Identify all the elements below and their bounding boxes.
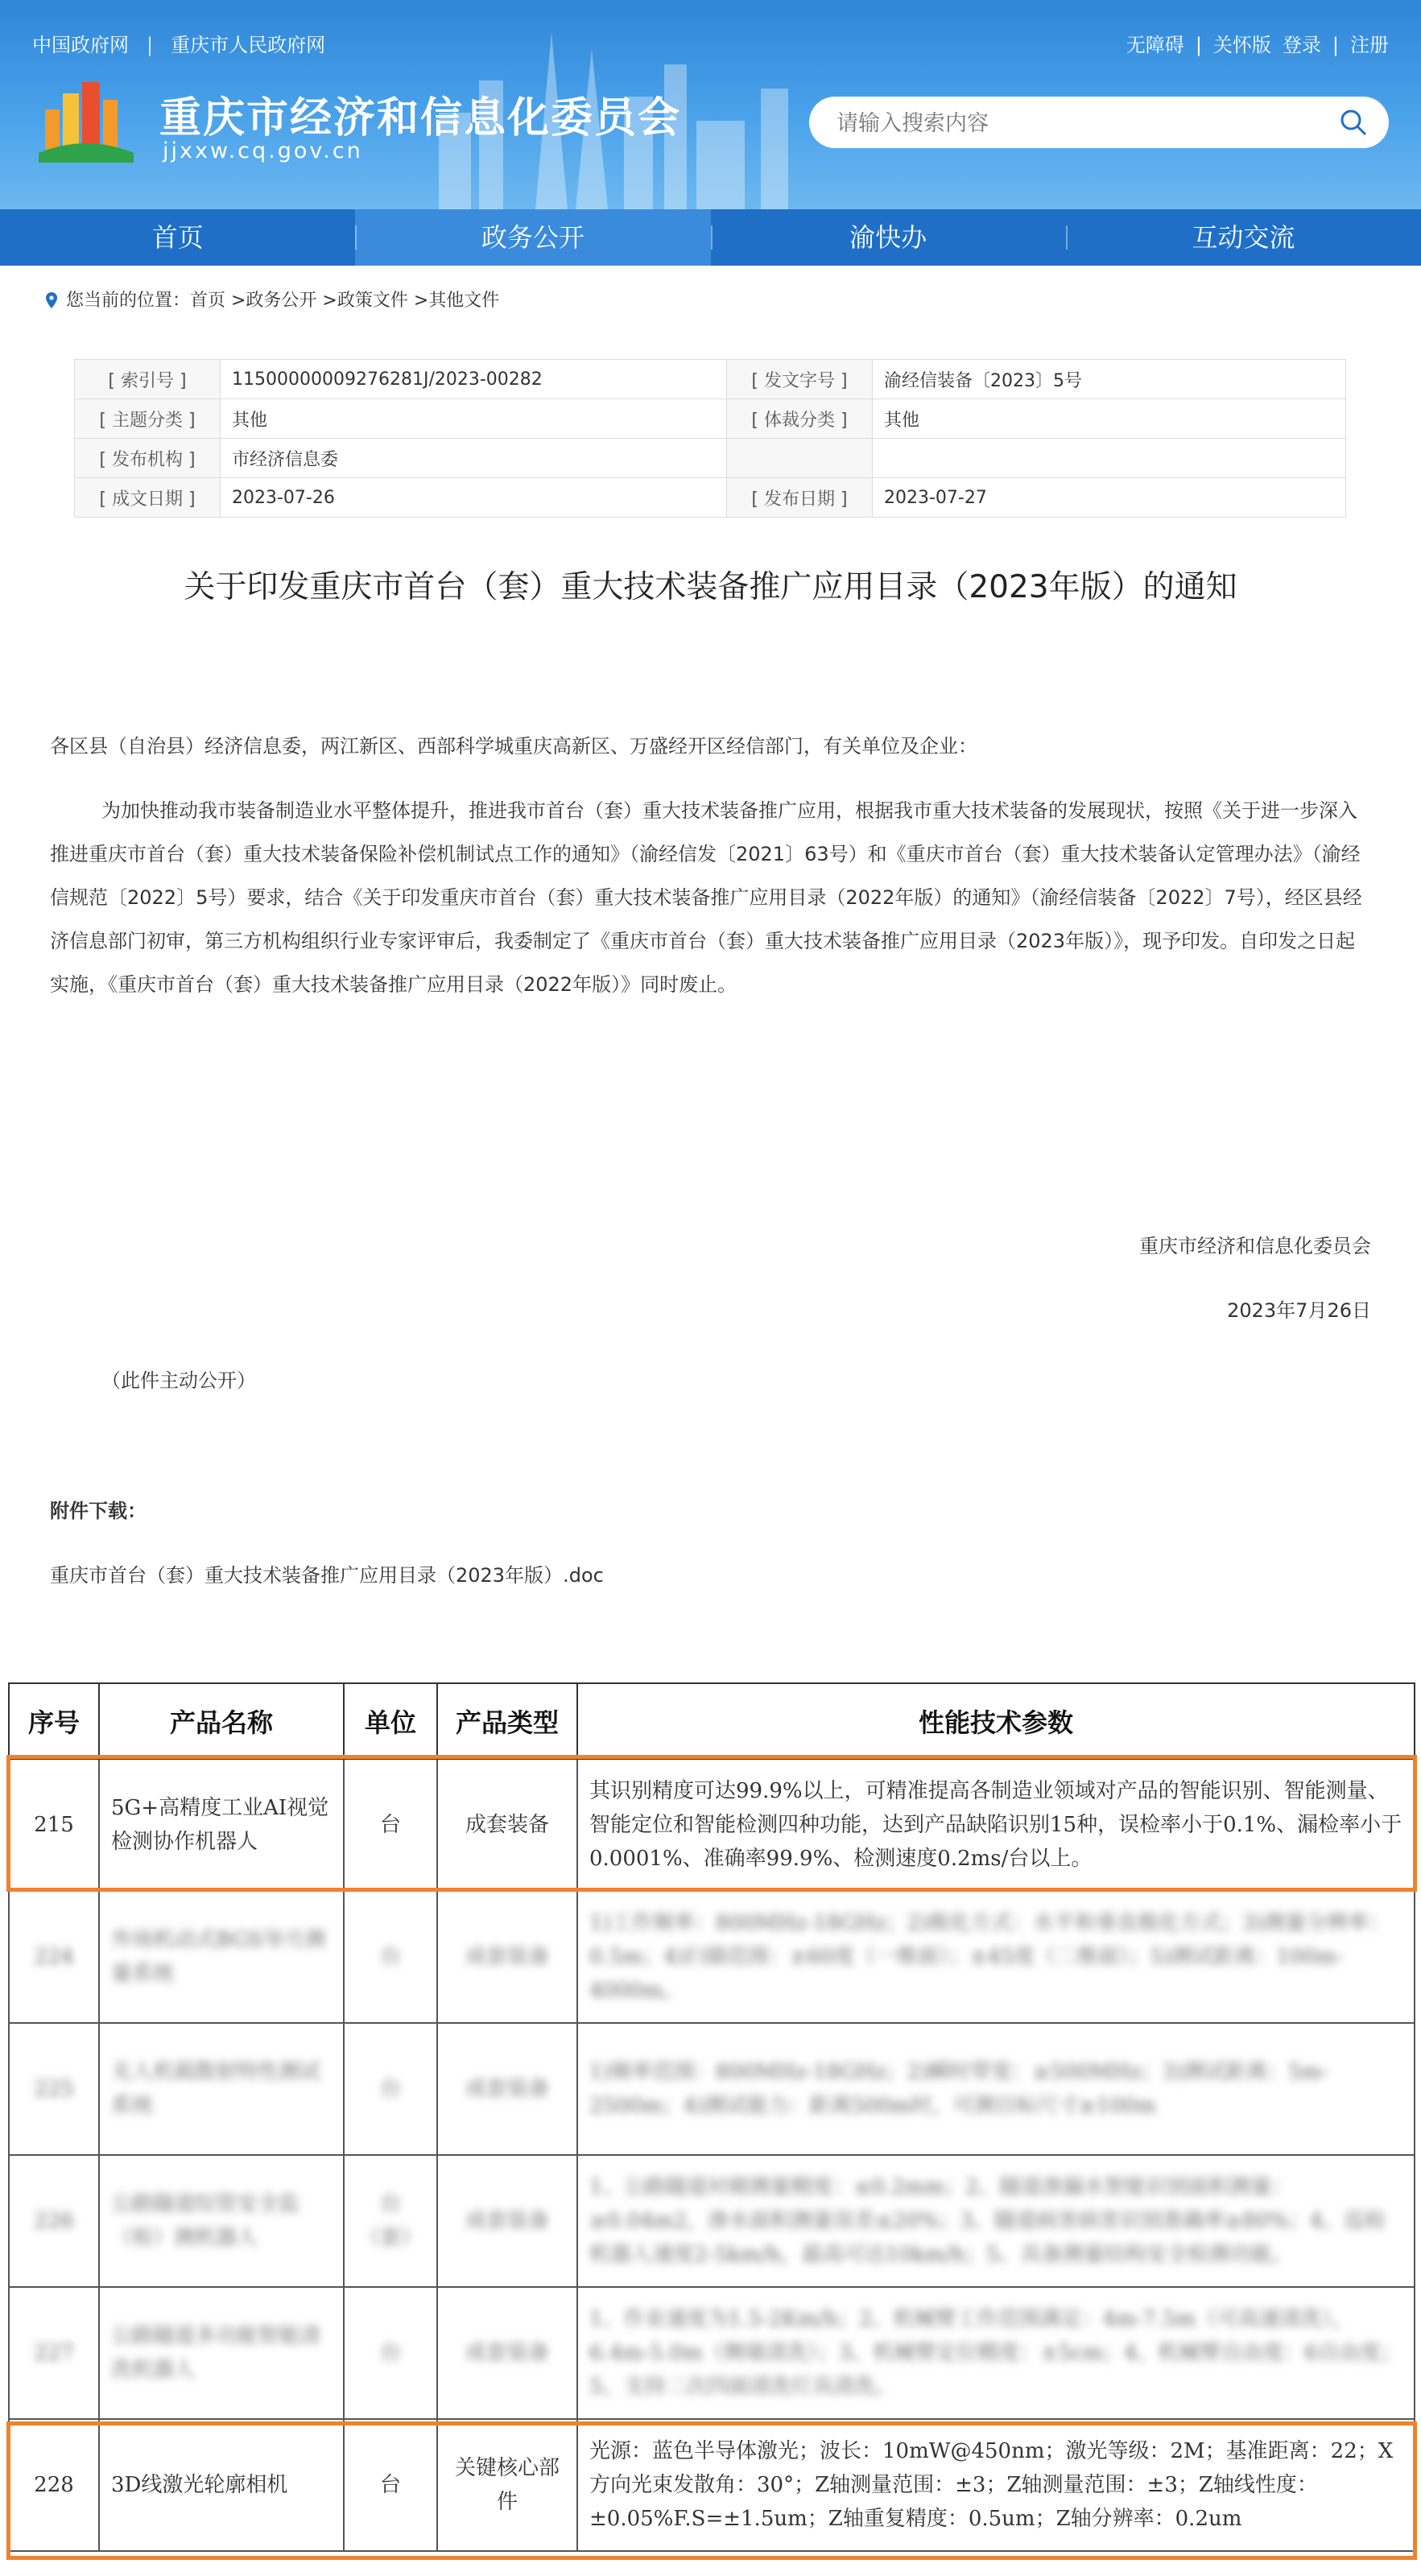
row-no: 224	[9, 1891, 99, 2023]
row-params: 1、作业速度为1.5-2Km/h；2、机械臂工作范围满足：4m-7.5m（可高速清洗），6.4m-5.0m（侧墙清洗）；3、机械臂定位精度：±5cm；4、机械臂自由度：6自由度；5、支持二次四面清洗灯具清洗。	[577, 2287, 1415, 2419]
org-label: [ 发布机构 ]	[75, 439, 221, 478]
written-date-value: 2023-07-26	[221, 478, 727, 518]
row-params: 1、公路隧道衬砌测量精度：≤0.2mm；2、隧道渗漏水智能识别面积测量：≥0.04m2，渗水面积测量误差≤20%；3、隧道病害病害识别准确率≥80%；4、巡检机器人速度2-5km/h，最高可达10km/h；5、具备测量结构安全检测功能。	[577, 2155, 1415, 2287]
register-link[interactable]: 注册	[1350, 34, 1389, 56]
row-name: 公路隧道综管安全监（检）测机器人	[99, 2155, 344, 2287]
row-no: 225	[9, 2023, 99, 2155]
search-box	[809, 97, 1389, 148]
table-row	[9, 2287, 1415, 2419]
row-no: 227	[9, 2287, 99, 2419]
row-no: 228	[9, 2419, 99, 2551]
attachment-label: 附件下载：	[50, 1500, 147, 1522]
search-input[interactable]	[835, 105, 1321, 142]
highlight-box-row-228	[6, 2421, 1417, 2560]
row-unit: 台	[344, 2419, 437, 2551]
table-row	[9, 2155, 1415, 2287]
search-icon[interactable]	[1339, 108, 1368, 137]
row-type: 成套装备	[437, 2023, 577, 2155]
nav-government-affairs[interactable]: 政务公开	[355, 209, 710, 266]
care-version-link[interactable]: 关怀版	[1212, 34, 1271, 56]
topic-value: 其他	[221, 399, 727, 439]
link-cq-gov[interactable]: 重庆市人民政府网	[171, 34, 326, 56]
row-no: 215	[9, 1759, 99, 1891]
genre-value: 其他	[873, 399, 1346, 439]
login-link[interactable]: 登录	[1282, 34, 1321, 56]
col-no: 序号	[9, 1683, 99, 1759]
row-no: 226	[9, 2155, 99, 2287]
row-name: 无人机载散射特性测试系统	[99, 2023, 344, 2155]
attachment-link[interactable]: 重庆市首台（套）重大技术装备推广应用目录（2023年版）.doc	[50, 1564, 604, 1587]
row-type: 成套装备	[437, 2287, 577, 2419]
docno-value: 渝经信装备〔2023〕5号	[873, 360, 1346, 399]
col-params: 性能技术参数	[577, 1683, 1415, 1759]
link-gov-cn[interactable]: 中国政府网	[32, 34, 129, 56]
index-label: [ 索引号 ]	[75, 360, 221, 399]
table-row	[9, 1891, 1415, 2023]
row-name: 外场机动式BGS导月测量系统	[99, 1891, 344, 2023]
col-name: 产品名称	[99, 1683, 344, 1759]
empty-cell	[873, 439, 1346, 478]
row-params: 1)工作频率：800MHz-18GHz；2)极化方式：水平和垂直极化方式；3)测量分辨率：0.5m；4)扫描范围：±60度（一维面）；±45度（二维面）；5)测试距离：100m-4000m。	[577, 1891, 1415, 2023]
row-unit: 台	[344, 2023, 437, 2155]
row-type: 成套装备	[437, 2155, 577, 2287]
document-title: 关于印发重庆市首台（套）重大技术装备推广应用目录（2023年版）的通知	[184, 569, 1237, 605]
breadcrumb-text[interactable]: 您当前的位置：首页 >政务公开 >政策文件 >其他文件	[66, 291, 500, 311]
top-links: 中国政府网 | 重庆市人民政府网	[32, 34, 326, 56]
row-name: 5G+高精度工业AI视觉检测协作机器人	[99, 1759, 344, 1891]
published-date-value: 2023-07-27	[873, 478, 1346, 518]
row-name: 3D线激光轮廓相机	[99, 2419, 344, 2551]
addressee: 各区县（自治县）经济信息委，两江新区、西部科学城重庆高新区、万盛经开区经信部门，有关单位及企业：	[50, 735, 977, 758]
signature: 重庆市经济和信息化委员会	[1139, 1235, 1371, 1257]
table-header-row	[9, 1683, 1415, 1759]
location-pin-icon	[45, 292, 58, 308]
written-date-label: [ 成文日期 ]	[75, 478, 221, 518]
row-unit: 台	[344, 2287, 437, 2419]
row-params: 1)频率范围：800MHz-18GHz；2)瞬时带宽：≥500MHz；3)测试距离：5m-2500m；4)测试能力：距离500m时，可测目标尺寸≥100m	[577, 2023, 1415, 2155]
row-params: 光源：蓝色半导体激光；波长：10mW@450nm；激光等级：2M；基准距离：22；X方向光束发散角：30°；Z轴测量范围：±3；Z轴测量范围：±3；Z轴线性度：±0.05%F.S=±1.5um；Z轴重复精度：0.5um；Z轴分辨率：0.2um	[577, 2419, 1415, 2551]
breadcrumb	[45, 287, 499, 312]
row-unit: 台	[344, 1759, 437, 1891]
row-type: 成套装备	[437, 1891, 577, 2023]
empty-cell	[727, 439, 873, 478]
accessibility-link[interactable]: 无障碍	[1126, 34, 1184, 56]
row-type: 关键核心部件	[437, 2419, 577, 2551]
org-value: 市经济信息委	[221, 439, 727, 478]
col-type: 产品类型	[437, 1683, 577, 1759]
document-info-table	[74, 359, 1346, 518]
account-links: 无障碍 | 关怀版 登录 | 注册	[1126, 34, 1389, 56]
genre-label: [ 体裁分类 ]	[727, 399, 873, 439]
row-unit: 台（套）	[344, 2155, 437, 2287]
index-value: 11500000009276281J/2023-00282	[221, 360, 727, 399]
site-domain: jjxxw.cq.gov.cn	[163, 138, 363, 163]
sign-date: 2023年7月26日	[1227, 1299, 1371, 1322]
nav-yukuaiban[interactable]: 渝快办	[711, 209, 1066, 266]
highlight-box-row-215	[6, 1755, 1417, 1892]
site-header	[0, 0, 1421, 209]
nav-interaction[interactable]: 互动交流	[1066, 209, 1421, 266]
published-date-label: [ 发布日期 ]	[727, 478, 873, 518]
row-unit: 台	[344, 1891, 437, 2023]
docno-label: [ 发文字号 ]	[727, 360, 873, 399]
row-type: 成套装备	[437, 1759, 577, 1891]
nav-home[interactable]: 首页	[151, 222, 204, 253]
table-row	[9, 2023, 1415, 2155]
topic-label: [ 主题分类 ]	[75, 399, 221, 439]
site-logo[interactable]	[39, 77, 134, 163]
row-name: 公路隧道多功能智能清洗机器人	[99, 2287, 344, 2419]
body-paragraph: 为加快推动我市装备制造业水平整体提升，推进我市首台（套）重大技术装备推广应用，根据我市重大技术装备的发展现状，按照《关于进一步深入推进重庆市首台（套）重大技术装备保险补偿机制试点工作的通知》（渝经信发〔2021〕63号）和《重庆市首台（套）重大技术装备认定管理办法》（渝经信规范〔2022〕5号）要求，结合《关于印发重庆市首台（套）重大技术装备推广应用目录（2022年版）的通知》（渝经信装备〔2022〕7号），经区县经济信息部门初审，第三方机构组织行业专家评审后，我委制定了《重庆市首台（套）重大技术装备推广应用目录（2023年版）》，现予印发。自印发之日起实施，《重庆市首台（套）重大技术装备推广应用目录（2022年版）》同时废止。	[50, 799, 1362, 996]
site-title: 重庆市经济和信息化委员会	[159, 94, 682, 142]
row-params: 其识别精度可达99.9%以上，可精准提高各制造业领域对产品的智能识别、智能测量、智能定位和智能检测四种功能，达到产品缺陷识别15种，误检率小于0.1%、漏检率小于0.0001%、准确率99.9%、检测速度0.2ms/台以上。	[577, 1759, 1415, 1891]
col-unit: 单位	[344, 1683, 437, 1759]
main-nav	[0, 209, 1421, 266]
public-note: （此件主动公开）	[101, 1369, 256, 1392]
